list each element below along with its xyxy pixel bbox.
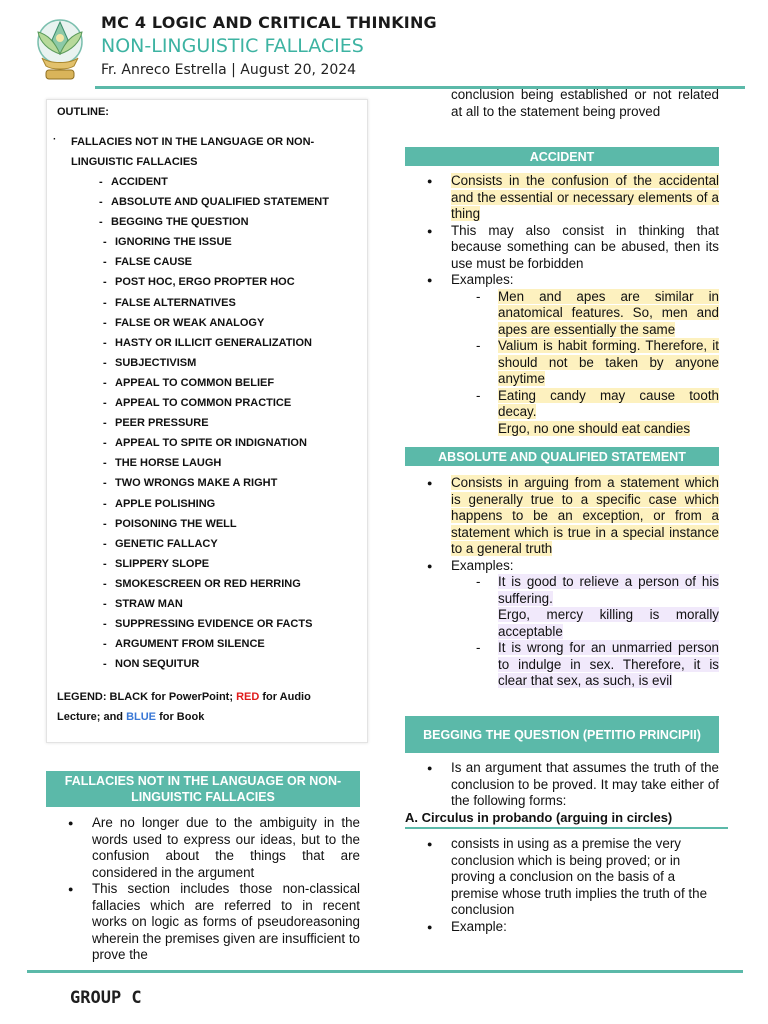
outline-item: - FALSE CAUSE (103, 256, 193, 269)
bullet-item: ● Are no longer due to the ambiguity in the words used to express our ideas, but to the confusion about the things that are considered in the argument (46, 815, 360, 881)
outline-item: - STRAW MAN (103, 597, 183, 610)
outline-item: - SUBJECTIVISM (103, 356, 197, 369)
outline-item: - FALSE ALTERNATIVES (103, 296, 236, 309)
bullet-item: ● Examples: (405, 272, 719, 289)
accident-body (405, 173, 719, 437)
outline-item: - GENETIC FALLACY (103, 537, 218, 550)
bullet-item: ● This section includes those non-classical fallacies which are referred to in recent works on logic as forms of pseudoreasoning wherein the premises given are insufficient to prove the (46, 881, 360, 964)
outline-title: OUTLINE: (57, 106, 109, 118)
outline-item: - ABSOLUTE AND QUALIFIED STATEMENT (99, 196, 329, 209)
outline-item: - FALSE OR WEAK ANALOGY (103, 316, 265, 329)
outline-item: - BEGGING THE QUESTION (99, 216, 249, 229)
legend-red: RED (236, 691, 260, 704)
outline-item: - APPEAL TO SPITE OR INDIGNATION (103, 437, 307, 450)
bullet-dot: · (53, 134, 57, 145)
continuation-paragraph: conclusion being established or not related at all to the statement being proved (451, 87, 719, 119)
continuation-text (405, 87, 719, 120)
author-date: Fr. Anreco Estrella | August 20, 2024 (101, 62, 357, 78)
footer-group: GROUP C (70, 988, 142, 1008)
outline-item: - ARGUMENT FROM SILENCE (103, 638, 265, 651)
outline-item: - IGNORING THE ISSUE (103, 236, 232, 249)
example-item: - Valium is habit forming. Therefore, it should not be taken by anyone anytime (405, 338, 719, 388)
example-item: - It is good to relieve a person of his suffering. Ergo, mercy killing is morally acceptable (405, 574, 719, 640)
bullet-item: ● Is an argument that assumes the truth of the conclusion to be proved. It may take either of the following forms: (405, 760, 719, 810)
outline-box (46, 99, 368, 743)
outline-item: - TWO WRONGS MAKE A RIGHT (103, 477, 278, 490)
bullet-item: ● Consists in the confusion of the accidental and the essential or necessary elements of a thing (405, 173, 719, 223)
outline-item: - POISONING THE WELL (103, 517, 237, 530)
footer-divider (27, 970, 743, 973)
outline-item: - APPEAL TO COMMON BELIEF (103, 376, 275, 389)
outline-item: - APPLE POLISHING (103, 497, 216, 510)
section-heading-nonlinguistic: FALLACIES NOT IN THE LANGUAGE OR NON-LINGUISTIC FALLACIES (46, 771, 360, 807)
outline-main-item (53, 132, 357, 172)
bullet-item: ● Examples: (405, 558, 719, 575)
outline-item: - SMOKESCREEN OR RED HERRING (103, 577, 301, 590)
outline-item: - THE HORSE LAUGH (103, 457, 222, 470)
outline-item: - PEER PRESSURE (103, 417, 209, 430)
page-title: NON-LINGUISTIC FALLACIES (101, 35, 364, 57)
bullet-item: ● consists in using as a premise the very conclusion which is being proved; or in proving a conclusion on the basis of a premise whose truth implies the truth of the conclusion (405, 836, 719, 919)
section-heading-begging: BEGGING THE QUESTION (PETITIO PRINCIPII) (405, 716, 719, 753)
outline-item: - ACCIDENT (99, 176, 168, 188)
bullet-item: ● Example: (405, 919, 719, 936)
section-heading-accident: ACCIDENT (405, 147, 719, 166)
form-a-heading: A. Circulus in probando (arguing in circles) (405, 810, 728, 829)
example-item: - Eating candy may cause tooth decay. Ergo, no one should eat candies (405, 388, 719, 438)
begging-body (405, 760, 719, 810)
outline-item: - SUPPRESSING EVIDENCE OR FACTS (103, 618, 313, 631)
example-item: - It is wrong for an unmarried person to indulge in sex. Therefore, it is clear that sex, as such, is evil (405, 640, 719, 690)
outline-item: - APPEAL TO COMMON PRACTICE (103, 397, 292, 410)
outline-list (57, 172, 357, 674)
outline-main-label: FALLACIES NOT IN THE LANGUAGE OR NON-LINGUISTIC FALLACIES (71, 136, 315, 168)
lotus-emblem-icon (28, 14, 92, 84)
absolute-body (405, 475, 719, 690)
outline-item: - POST HOC, ERGO PROPTER HOC (103, 276, 295, 289)
course-title: MC 4 LOGIC AND CRITICAL THINKING (101, 13, 437, 32)
legend-blue: BLUE (126, 711, 157, 724)
outline-item: - HASTY OR ILLICIT GENERALIZATION (103, 336, 312, 349)
bullet-item: ● This may also consist in thinking that because something can be abused, then its use must be forbidden (405, 223, 719, 273)
nonlinguistic-body (46, 815, 360, 964)
example-item: - Men and apes are similar in anatomical features. So, men and apes are essentially the same (405, 289, 719, 339)
bullet-item: ● Consists in arguing from a statement which is generally true to a specific case which happens to be an exception, or from a statement which is true in a special instance to a general truth (405, 475, 719, 558)
section-heading-absolute: ABSOLUTE AND QUALIFIED STATEMENT (405, 447, 719, 466)
outline-item: - NON SEQUITUR (103, 658, 200, 671)
form-a-body (405, 836, 719, 935)
legend: LEGEND: BLACK for PowerPoint; RED for Audio Lecture; and BLUE for Book (57, 691, 311, 724)
outline-item: - SLIPPERY SLOPE (103, 557, 210, 570)
page-header (0, 0, 768, 92)
